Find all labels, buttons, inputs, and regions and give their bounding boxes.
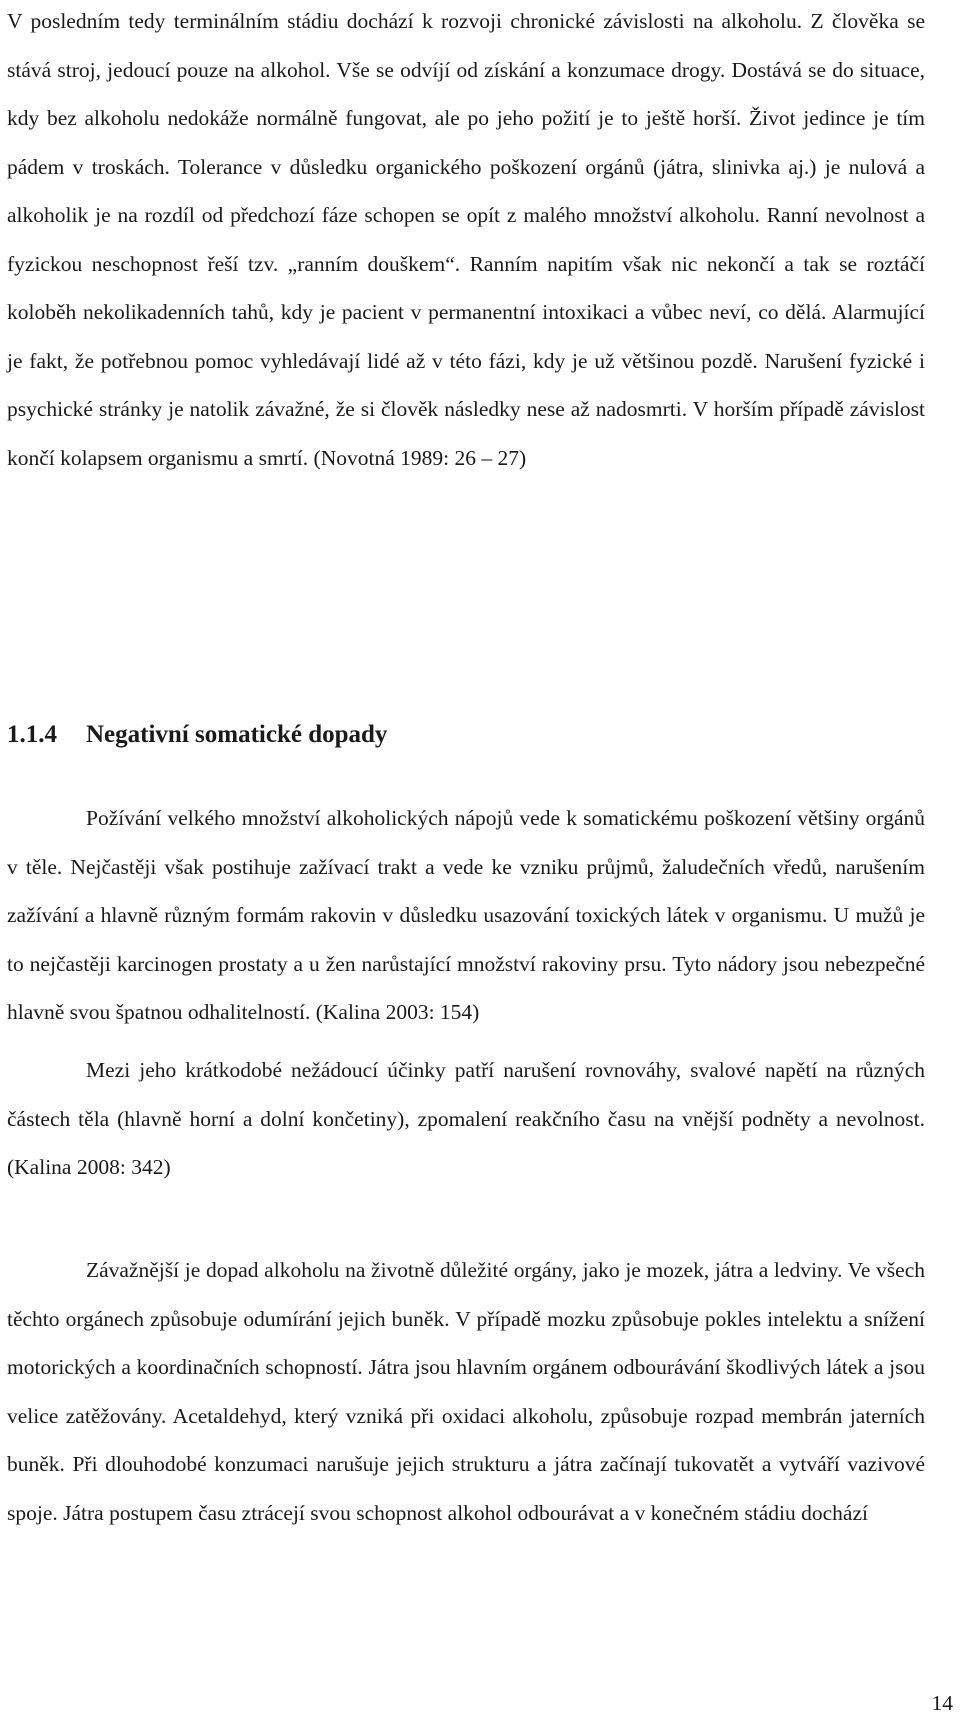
paragraph-short-term-effects: Mezi jeho krátkodobé nežádoucí účinky patří narušení rovnováhy, svalové napětí na různých částech těla (hlavně horní a dolní končetiny), zpomalení reakčního času na vnější podněty a nevolnost. (Kalina 2008: 342) <box>7 1058 925 1179</box>
paragraph-somatic-damage: Požívání velkého množství alkoholických nápojů vede k somatickému poškození většiny orgánů v těle. Nejčastěji však postihuje zažívací trakt a vede ke vzniku průjmů, žaludečních vředů, narušením zažívání a hlavně různým formám rakovin v důsledku usazování toxických látek v organismu. U mužů je to nejčastěji karcinogen prostaty a u žen narůstající množství rakoviny prsu. Tyto nádory jsou nebezpečné hlavně svou špatnou odhalitelností. (Kalina 2003: 154) <box>7 806 925 1024</box>
paragraph-terminal-stage: V posledním tedy terminálním stádiu dochází k rozvoji chronické závislosti na alkoholu. Z člověka se stává stroj, jedoucí pouze na alkohol. Vše se odvíjí od získání a konzumace drogy. Dostává se do situace, kdy bez alkoholu nedokáže normálně fungovat, ale po jeho požití je to ještě horší. Život jedince je tím pádem v troskách. Tolerance v důsledku organického poškození orgánů (játra, slinivka aj.) je nulová a alkoholik je na rozdíl od předchozí fáze schopen se opít z malého množství alkoholu. Ranní nevolnost a fyzickou neschopnost řeší tzv. „ranním douškem“. Ranním napitím však nic nekončí a tak se roztáčí koloběh nekolikadenních tahů, kdy je pacient v permanentní intoxikaci a vůbec neví, co dělá. Alarmující je fakt, že potřebnou pomoc vyhledávají lidé až v této fázi, kdy je už většinou pozdě. Narušení fyzické i psychické stránky je natolik závažné, že si člověk následky nese až nadosmrti. V horším případě závislost končí kolapsem organismu a smrtí. (Novotná 1989: 26 – 27) <box>7 9 925 470</box>
page-number: 14 <box>931 1691 953 1715</box>
section-title: Negativní somatické dopady <box>86 721 388 748</box>
paragraph-organ-impact: Závažnější je dopad alkoholu na životně důležité orgány, jako je mozek, játra a ledviny. Ve všech těchto orgánech způsobuje odumírání jejich buněk. V případě mozku způsobuje pokles intelektu a snížení motorických a koordinačních schopností. Játra jsou hlavním orgánem odbourávání škodlivých látek a jsou velice zatěžovány. Acetaldehyd, který vzniká při oxidaci alkoholu, způsobuje rozpad membrán jaterních buněk. Při dlouhodobé konzumaci narušuje jejich strukturu a játra začínají tukovatět a vytváří vazivové spoje. Játra postupem času ztrácejí svou schopnost alkohol odbourávat a v konečném stádiu dochází <box>7 1258 925 1525</box>
section-heading <box>7 711 387 759</box>
section-number: 1.1.4 <box>7 721 57 748</box>
